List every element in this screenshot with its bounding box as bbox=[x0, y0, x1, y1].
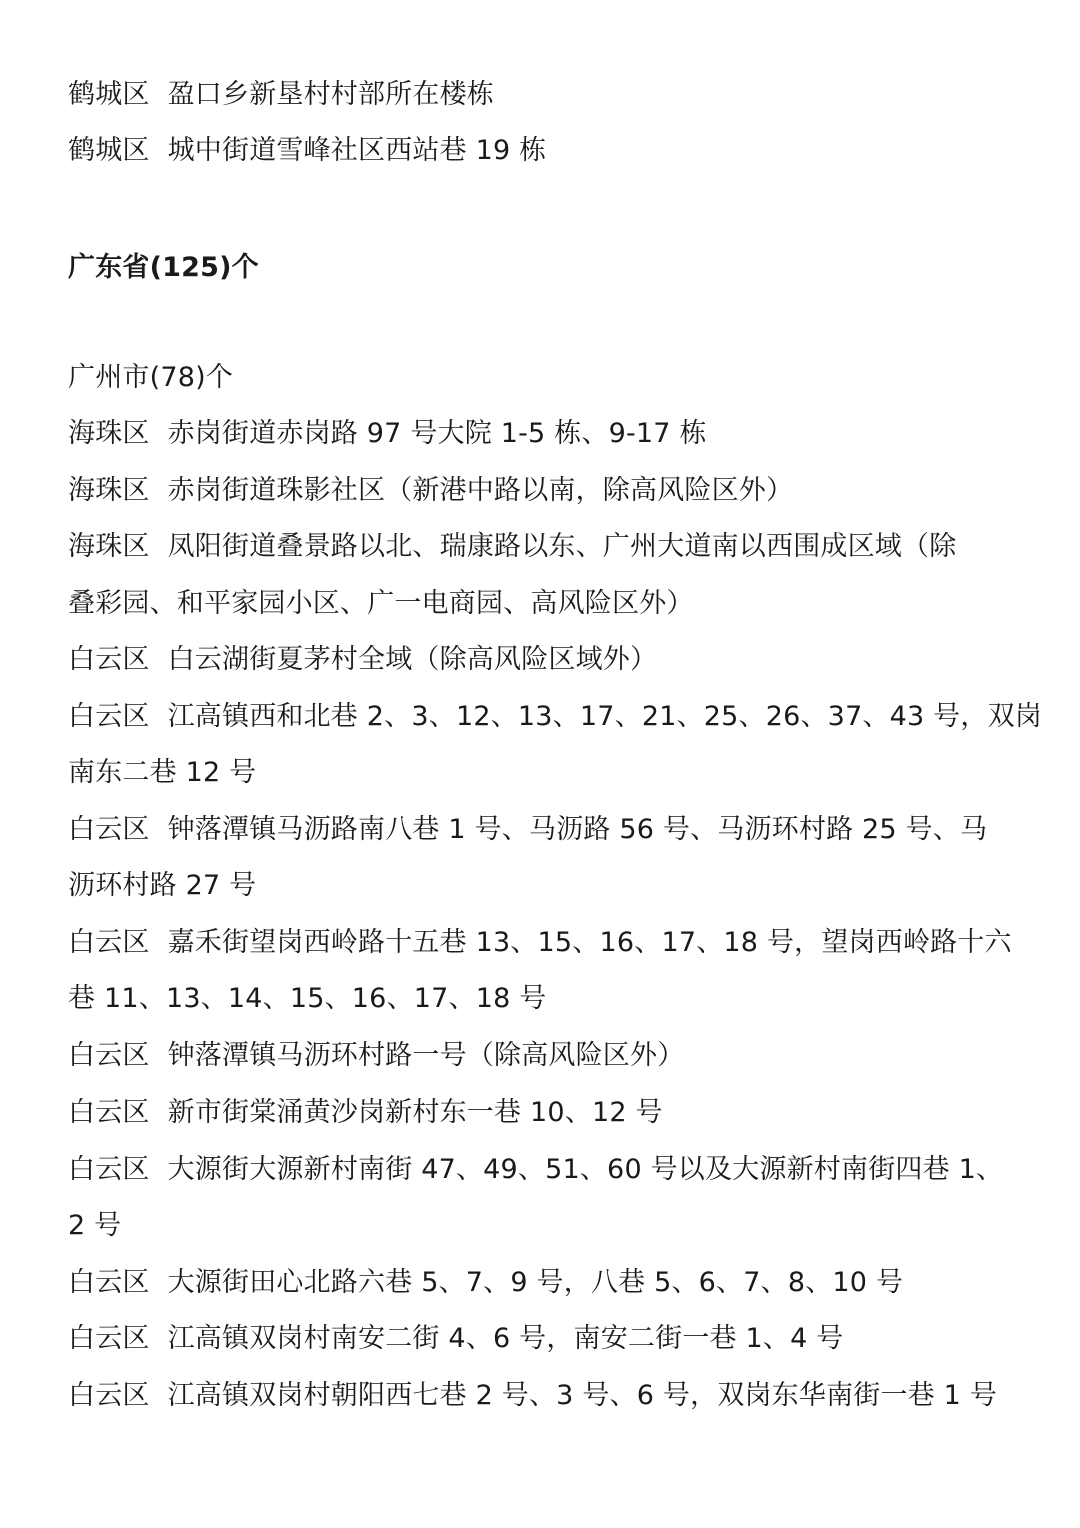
location-text: 钟落潭镇马沥路南八巷 1 号、马沥路 56 号、马沥环村路 25 号、马 bbox=[167, 814, 988, 845]
district-name: 海珠区 bbox=[68, 418, 150, 449]
list-item bbox=[68, 530, 956, 564]
list-item bbox=[68, 1379, 997, 1413]
district-name: 白云区 bbox=[68, 814, 150, 845]
district-name: 海珠区 bbox=[68, 531, 150, 562]
location-text: 城中街道雪峰社区西站巷 19 栋 bbox=[167, 135, 547, 166]
district-name: 白云区 bbox=[68, 1267, 150, 1298]
district-name: 白云区 bbox=[68, 1040, 150, 1071]
location-text: 白云湖街夏茅村全域（除高风险区域外） bbox=[167, 644, 658, 675]
district-name: 白云区 bbox=[68, 644, 150, 675]
district-name: 鹤城区 bbox=[68, 135, 150, 166]
district-name: 鹤城区 bbox=[68, 79, 150, 110]
location-text: 凤阳街道叠景路以北、瑞康路以东、广州大道南以西围成区域（除 bbox=[167, 531, 957, 562]
list-item bbox=[68, 1266, 903, 1300]
list-item bbox=[68, 1039, 684, 1073]
list-item bbox=[68, 700, 1042, 734]
list-item bbox=[68, 1096, 663, 1130]
list-item-continuation: 南东二巷 12 号 bbox=[68, 757, 257, 788]
province-heading: 广东省(125)个 bbox=[68, 252, 259, 283]
list-item-continuation: 2 号 bbox=[68, 1210, 122, 1241]
location-text: 新市街棠涌黄沙岗新村东一巷 10、12 号 bbox=[167, 1097, 663, 1128]
list-item bbox=[68, 643, 657, 677]
list-item bbox=[68, 1153, 1003, 1187]
district-name: 白云区 bbox=[68, 1154, 150, 1185]
list-item-continuation: 巷 11、13、14、15、16、17、18 号 bbox=[68, 983, 547, 1014]
district-name: 白云区 bbox=[68, 927, 150, 958]
location-text: 钟落潭镇马沥环村路一号（除高风险区外） bbox=[167, 1040, 685, 1071]
location-text: 盈口乡新垦村村部所在楼栋 bbox=[167, 79, 495, 110]
location-text: 大源街大源新村南街 47、49、51、60 号以及大源新村南街四巷 1、 bbox=[167, 1154, 1004, 1185]
location-text: 江高镇双岗村朝阳西七巷 2 号、3 号、6 号，双岗东华南街一巷 1 号 bbox=[167, 1380, 998, 1411]
district-name: 白云区 bbox=[68, 1323, 150, 1354]
list-item bbox=[68, 417, 707, 451]
list-item bbox=[68, 926, 1012, 960]
list-item bbox=[68, 78, 494, 112]
city-heading: 广州市(78)个 bbox=[68, 362, 234, 393]
list-item bbox=[68, 1322, 843, 1356]
district-name: 白云区 bbox=[68, 1097, 150, 1128]
district-name: 白云区 bbox=[68, 701, 150, 732]
location-text: 江高镇西和北巷 2、3、12、13、17、21、25、26、37、43 号，双岗 bbox=[167, 701, 1042, 732]
list-item-continuation: 叠彩园、和平家园小区、广一电商园、高风险区外） bbox=[68, 588, 694, 619]
location-text: 江高镇双岗村南安二街 4、6 号，南安二街一巷 1、4 号 bbox=[167, 1323, 844, 1354]
list-item bbox=[68, 134, 546, 168]
district-name: 白云区 bbox=[68, 1380, 150, 1411]
location-text: 赤岗街道珠影社区（新港中路以南，除高风险区外） bbox=[167, 475, 794, 506]
list-item-continuation: 沥环村路 27 号 bbox=[68, 870, 257, 901]
list-item bbox=[68, 474, 793, 508]
location-text: 嘉禾街望岗西岭路十五巷 13、15、16、17、18 号，望岗西岭路十六 bbox=[167, 927, 1012, 958]
district-name: 海珠区 bbox=[68, 475, 150, 506]
list-item bbox=[68, 813, 987, 847]
location-text: 赤岗街道赤岗路 97 号大院 1-5 栋、9-17 栋 bbox=[167, 418, 707, 449]
location-text: 大源街田心北路六巷 5、7、9 号，八巷 5、6、7、8、10 号 bbox=[167, 1267, 904, 1298]
